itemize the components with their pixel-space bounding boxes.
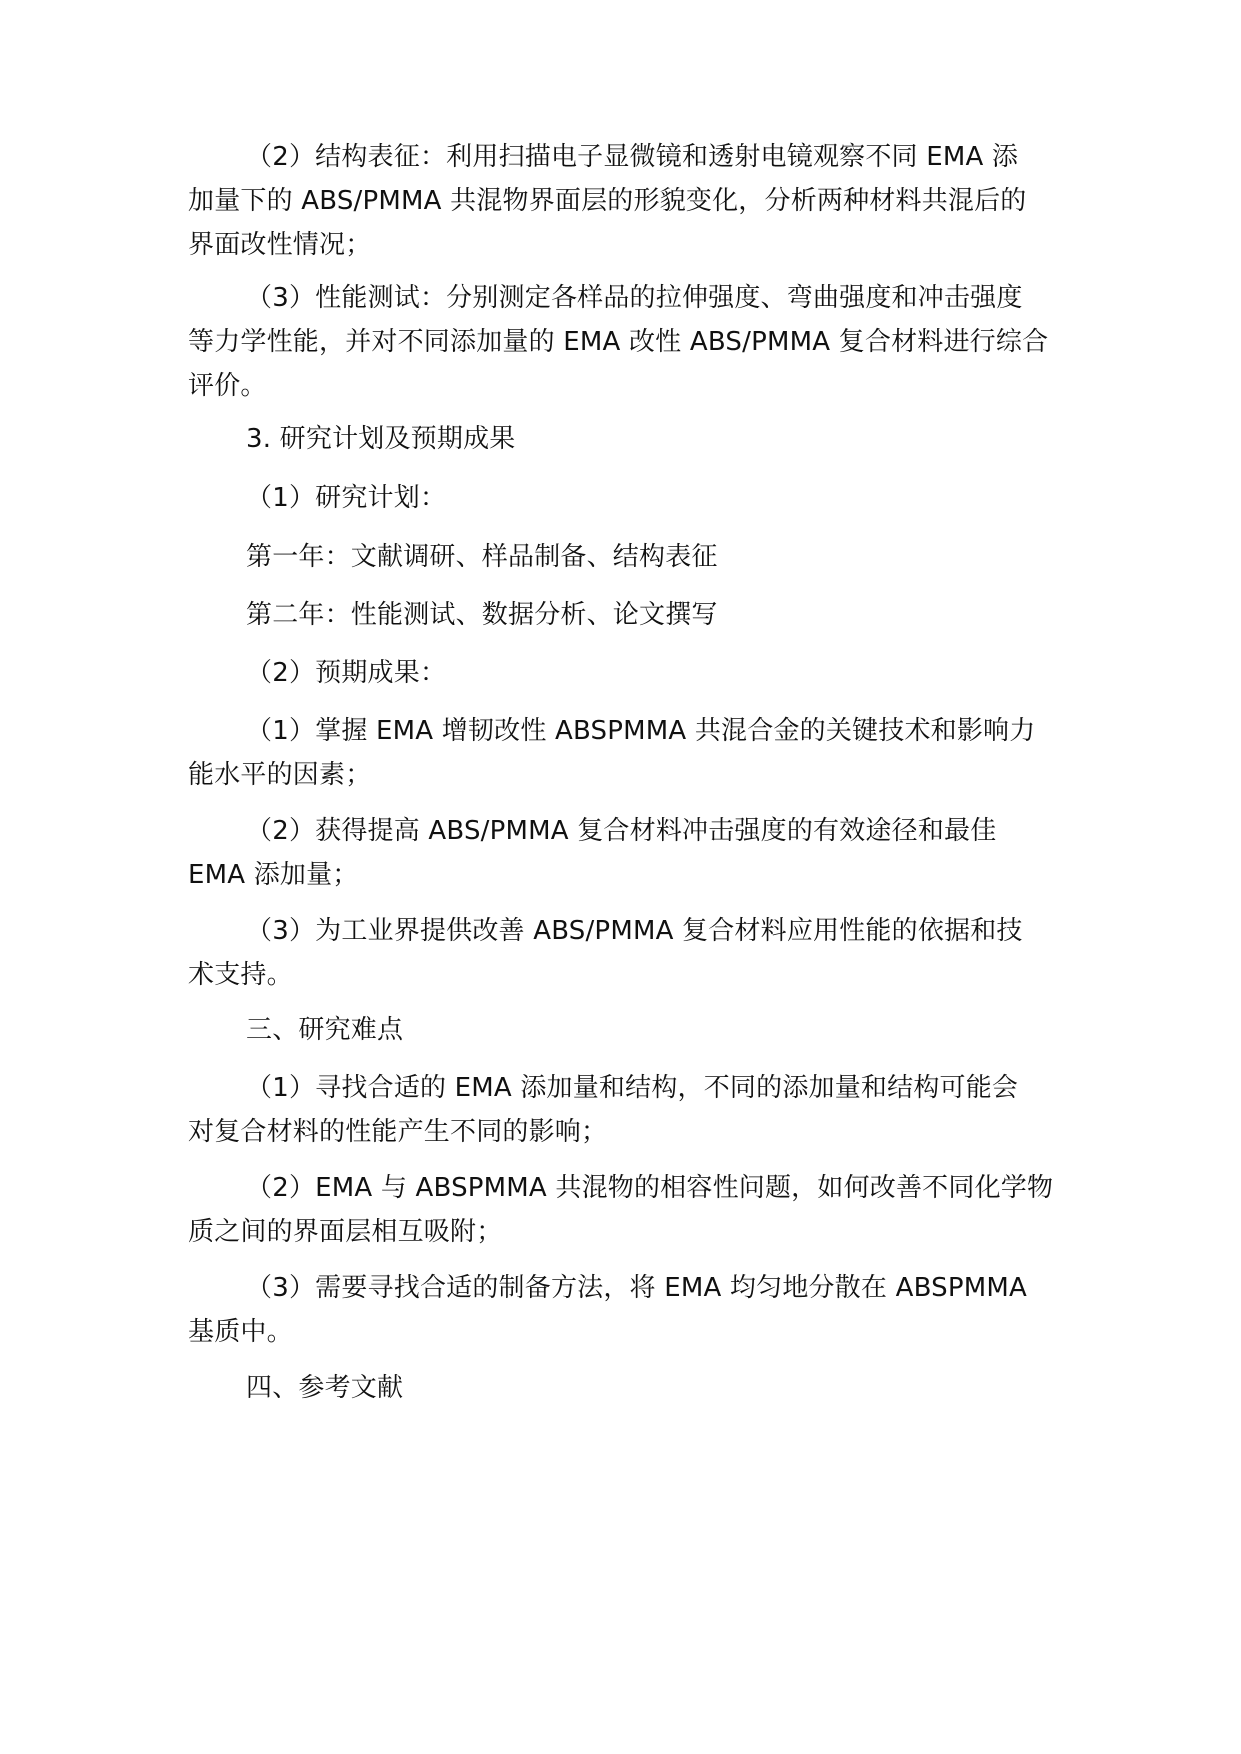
text-line: 能水平的因素； bbox=[188, 760, 372, 790]
text-line: （3）性能测试：分别测定各样品的拉伸强度、弯曲强度和冲击强度 bbox=[246, 283, 1023, 313]
text-line: 术支持。 bbox=[188, 960, 293, 990]
expected-result-3 bbox=[188, 909, 1068, 997]
text-line: （1）寻找合适的 EMA 添加量和结构，不同的添加量和结构可能会 bbox=[246, 1073, 1019, 1103]
paragraph-performance-testing bbox=[188, 276, 1068, 408]
text-line: （2）预期成果： bbox=[246, 658, 447, 688]
text-line: 质之间的界面层相互吸附； bbox=[188, 1217, 503, 1247]
text-line: 评价。 bbox=[188, 371, 267, 401]
plan-year-one bbox=[188, 535, 1068, 579]
text-line: 基质中。 bbox=[188, 1317, 293, 1347]
text-line: （2）EMA 与 ABSPMMA 共混物的相容性问题，如何改善不同化学物 bbox=[246, 1173, 1054, 1203]
text-line: 对复合材料的性能产生不同的影响； bbox=[188, 1117, 608, 1147]
text-line: 加量下的 ABS/PMMA 共混物界面层的形貌变化，分析两种材料共混后的 bbox=[188, 186, 1027, 216]
text-line: 第二年：性能测试、数据分析、论文撰写 bbox=[246, 600, 718, 630]
text-line: （1）掌握 EMA 增韧改性 ABSPMMA 共混合金的关键技术和影响力 bbox=[246, 716, 1036, 746]
text-line: 四、参考文献 bbox=[246, 1373, 404, 1403]
text-line: （2）获得提高 ABS/PMMA 复合材料冲击强度的有效途径和最佳 bbox=[246, 816, 997, 846]
difficulty-3 bbox=[188, 1266, 1068, 1354]
subheading-expected-results bbox=[188, 651, 1068, 695]
difficulty-1 bbox=[188, 1066, 1068, 1154]
text-line: 界面改性情况； bbox=[188, 230, 372, 260]
text-line: （3）需要寻找合适的制备方法，将 EMA 均匀地分散在 ABSPMMA bbox=[246, 1273, 1027, 1303]
text-line: 第一年：文献调研、样品制备、结构表征 bbox=[246, 542, 718, 572]
text-line: 3. 研究计划及预期成果 bbox=[246, 424, 516, 454]
text-line: （2）结构表征：利用扫描电子显微镜和透射电镜观察不同 EMA 添 bbox=[246, 142, 1019, 172]
plan-year-two bbox=[188, 593, 1068, 637]
subheading-research-plan bbox=[188, 476, 1068, 520]
section-heading-difficulties bbox=[188, 1008, 1068, 1052]
paragraph-structure-characterization bbox=[188, 135, 1068, 267]
section-heading-plan bbox=[188, 417, 1068, 461]
text-line: 三、研究难点 bbox=[246, 1015, 404, 1045]
expected-result-1 bbox=[188, 709, 1068, 797]
text-line: EMA 添加量； bbox=[188, 860, 359, 890]
text-line: （1）研究计划： bbox=[246, 483, 447, 513]
text-line: 等力学性能，并对不同添加量的 EMA 改性 ABS/PMMA 复合材料进行综合 bbox=[188, 327, 1049, 357]
text-line: （3）为工业界提供改善 ABS/PMMA 复合材料应用性能的依据和技 bbox=[246, 916, 1023, 946]
expected-result-2 bbox=[188, 809, 1068, 897]
difficulty-2 bbox=[188, 1166, 1068, 1254]
section-heading-references bbox=[188, 1366, 1068, 1410]
